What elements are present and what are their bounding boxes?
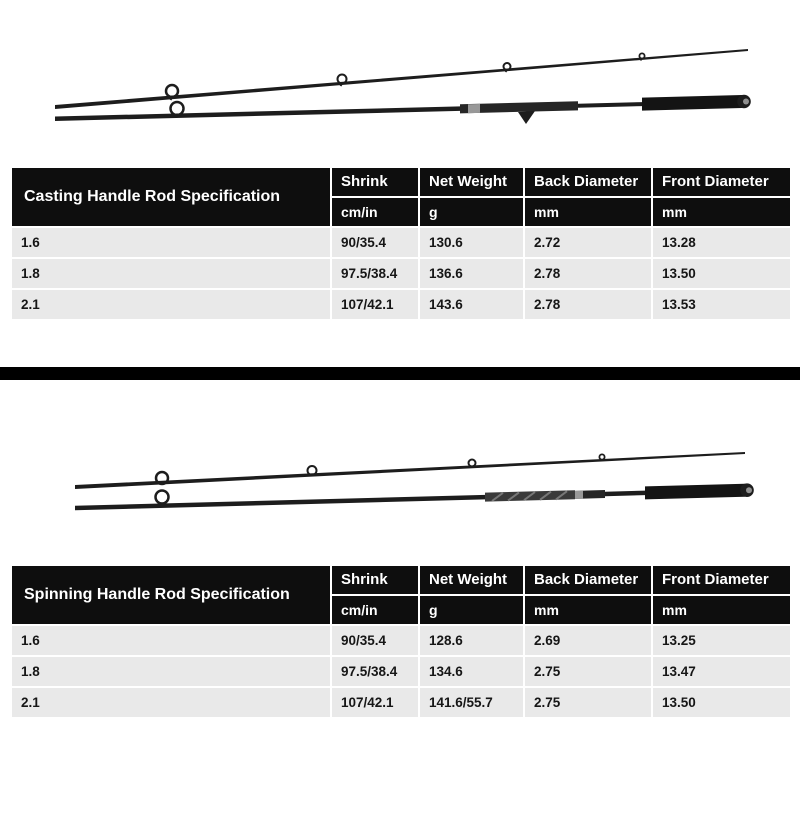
net-weight-cell: 128.6 [419, 625, 524, 656]
casting-rod-image [0, 36, 800, 148]
column-header-front-diameter: Front Diameter [652, 565, 791, 595]
table-row [11, 656, 791, 687]
unit-front-diameter: mm [652, 595, 791, 625]
net-weight-cell: 141.6/55.7 [419, 687, 524, 718]
shrink-cell: 90/35.4 [331, 227, 419, 258]
length-cell: 2.1 [11, 687, 331, 718]
length-cell: 1.6 [11, 625, 331, 656]
length-cell: 1.6 [11, 227, 331, 258]
butt-guide-ring [171, 102, 184, 115]
casting-table-title: Casting Handle Rod Specification [11, 167, 331, 227]
column-header-back-diameter: Back Diameter [524, 565, 652, 595]
back-diameter-cell: 2.78 [524, 289, 652, 320]
unit-shrink: cm/in [331, 197, 419, 227]
table-row [11, 227, 791, 258]
back-diameter-cell: 2.69 [524, 625, 652, 656]
butt-cap [746, 487, 752, 493]
column-header-shrink: Shrink [331, 565, 419, 595]
unit-net-weight: g [419, 197, 524, 227]
net-weight-cell: 143.6 [419, 289, 524, 320]
front-diameter-cell: 13.47 [652, 656, 791, 687]
rod-tip-section [75, 452, 745, 489]
front-diameter-cell: 13.25 [652, 625, 791, 656]
header-row [11, 167, 791, 197]
butt-cap [743, 99, 749, 105]
unit-back-diameter: mm [524, 595, 652, 625]
unit-back-diameter: mm [524, 197, 652, 227]
length-cell: 1.8 [11, 258, 331, 289]
spinning-reel-seat [575, 490, 605, 499]
spiral-grip [485, 490, 575, 501]
column-header-net-weight: Net Weight [419, 565, 524, 595]
section-divider [0, 367, 800, 380]
casting-reel-seat [460, 101, 578, 124]
back-diameter-cell: 2.72 [524, 227, 652, 258]
rod-handle [645, 483, 754, 499]
table-row [11, 289, 791, 320]
back-diameter-cell: 2.78 [524, 258, 652, 289]
column-header-back-diameter: Back Diameter [524, 167, 652, 197]
shrink-cell: 97.5/38.4 [331, 258, 419, 289]
shrink-cell: 90/35.4 [331, 625, 419, 656]
trigger-grip [518, 111, 535, 124]
shrink-cell: 97.5/38.4 [331, 656, 419, 687]
spinning-table-title: Spinning Handle Rod Specification [11, 565, 331, 625]
casting-spec-table [10, 166, 792, 321]
column-header-shrink: Shrink [331, 167, 419, 197]
shrink-cell: 107/42.1 [331, 289, 419, 320]
net-weight-cell: 136.6 [419, 258, 524, 289]
front-diameter-cell: 13.28 [652, 227, 791, 258]
casting-rod-figure [0, 36, 800, 148]
length-cell: 2.1 [11, 289, 331, 320]
front-diameter-cell: 13.53 [652, 289, 791, 320]
shrink-cell: 107/42.1 [331, 687, 419, 718]
net-weight-cell: 130.6 [419, 227, 524, 258]
length-cell: 1.8 [11, 656, 331, 687]
unit-net-weight: g [419, 595, 524, 625]
back-diameter-cell: 2.75 [524, 687, 652, 718]
spinning-spec-table [10, 564, 792, 719]
unit-shrink: cm/in [331, 595, 419, 625]
spinning-rod-image [0, 422, 800, 544]
column-header-front-diameter: Front Diameter [652, 167, 791, 197]
spinning-rod-figure [0, 422, 800, 544]
table-row [11, 687, 791, 718]
back-diameter-cell: 2.75 [524, 656, 652, 687]
front-diameter-cell: 13.50 [652, 258, 791, 289]
front-diameter-cell: 13.50 [652, 687, 791, 718]
rod-handle [642, 95, 751, 111]
header-row [11, 565, 791, 595]
unit-front-diameter: mm [652, 197, 791, 227]
net-weight-cell: 134.6 [419, 656, 524, 687]
rod-butt-section [75, 483, 754, 510]
table-row [11, 625, 791, 656]
column-header-net-weight: Net Weight [419, 167, 524, 197]
table-row [11, 258, 791, 289]
butt-guide-ring [156, 491, 169, 504]
